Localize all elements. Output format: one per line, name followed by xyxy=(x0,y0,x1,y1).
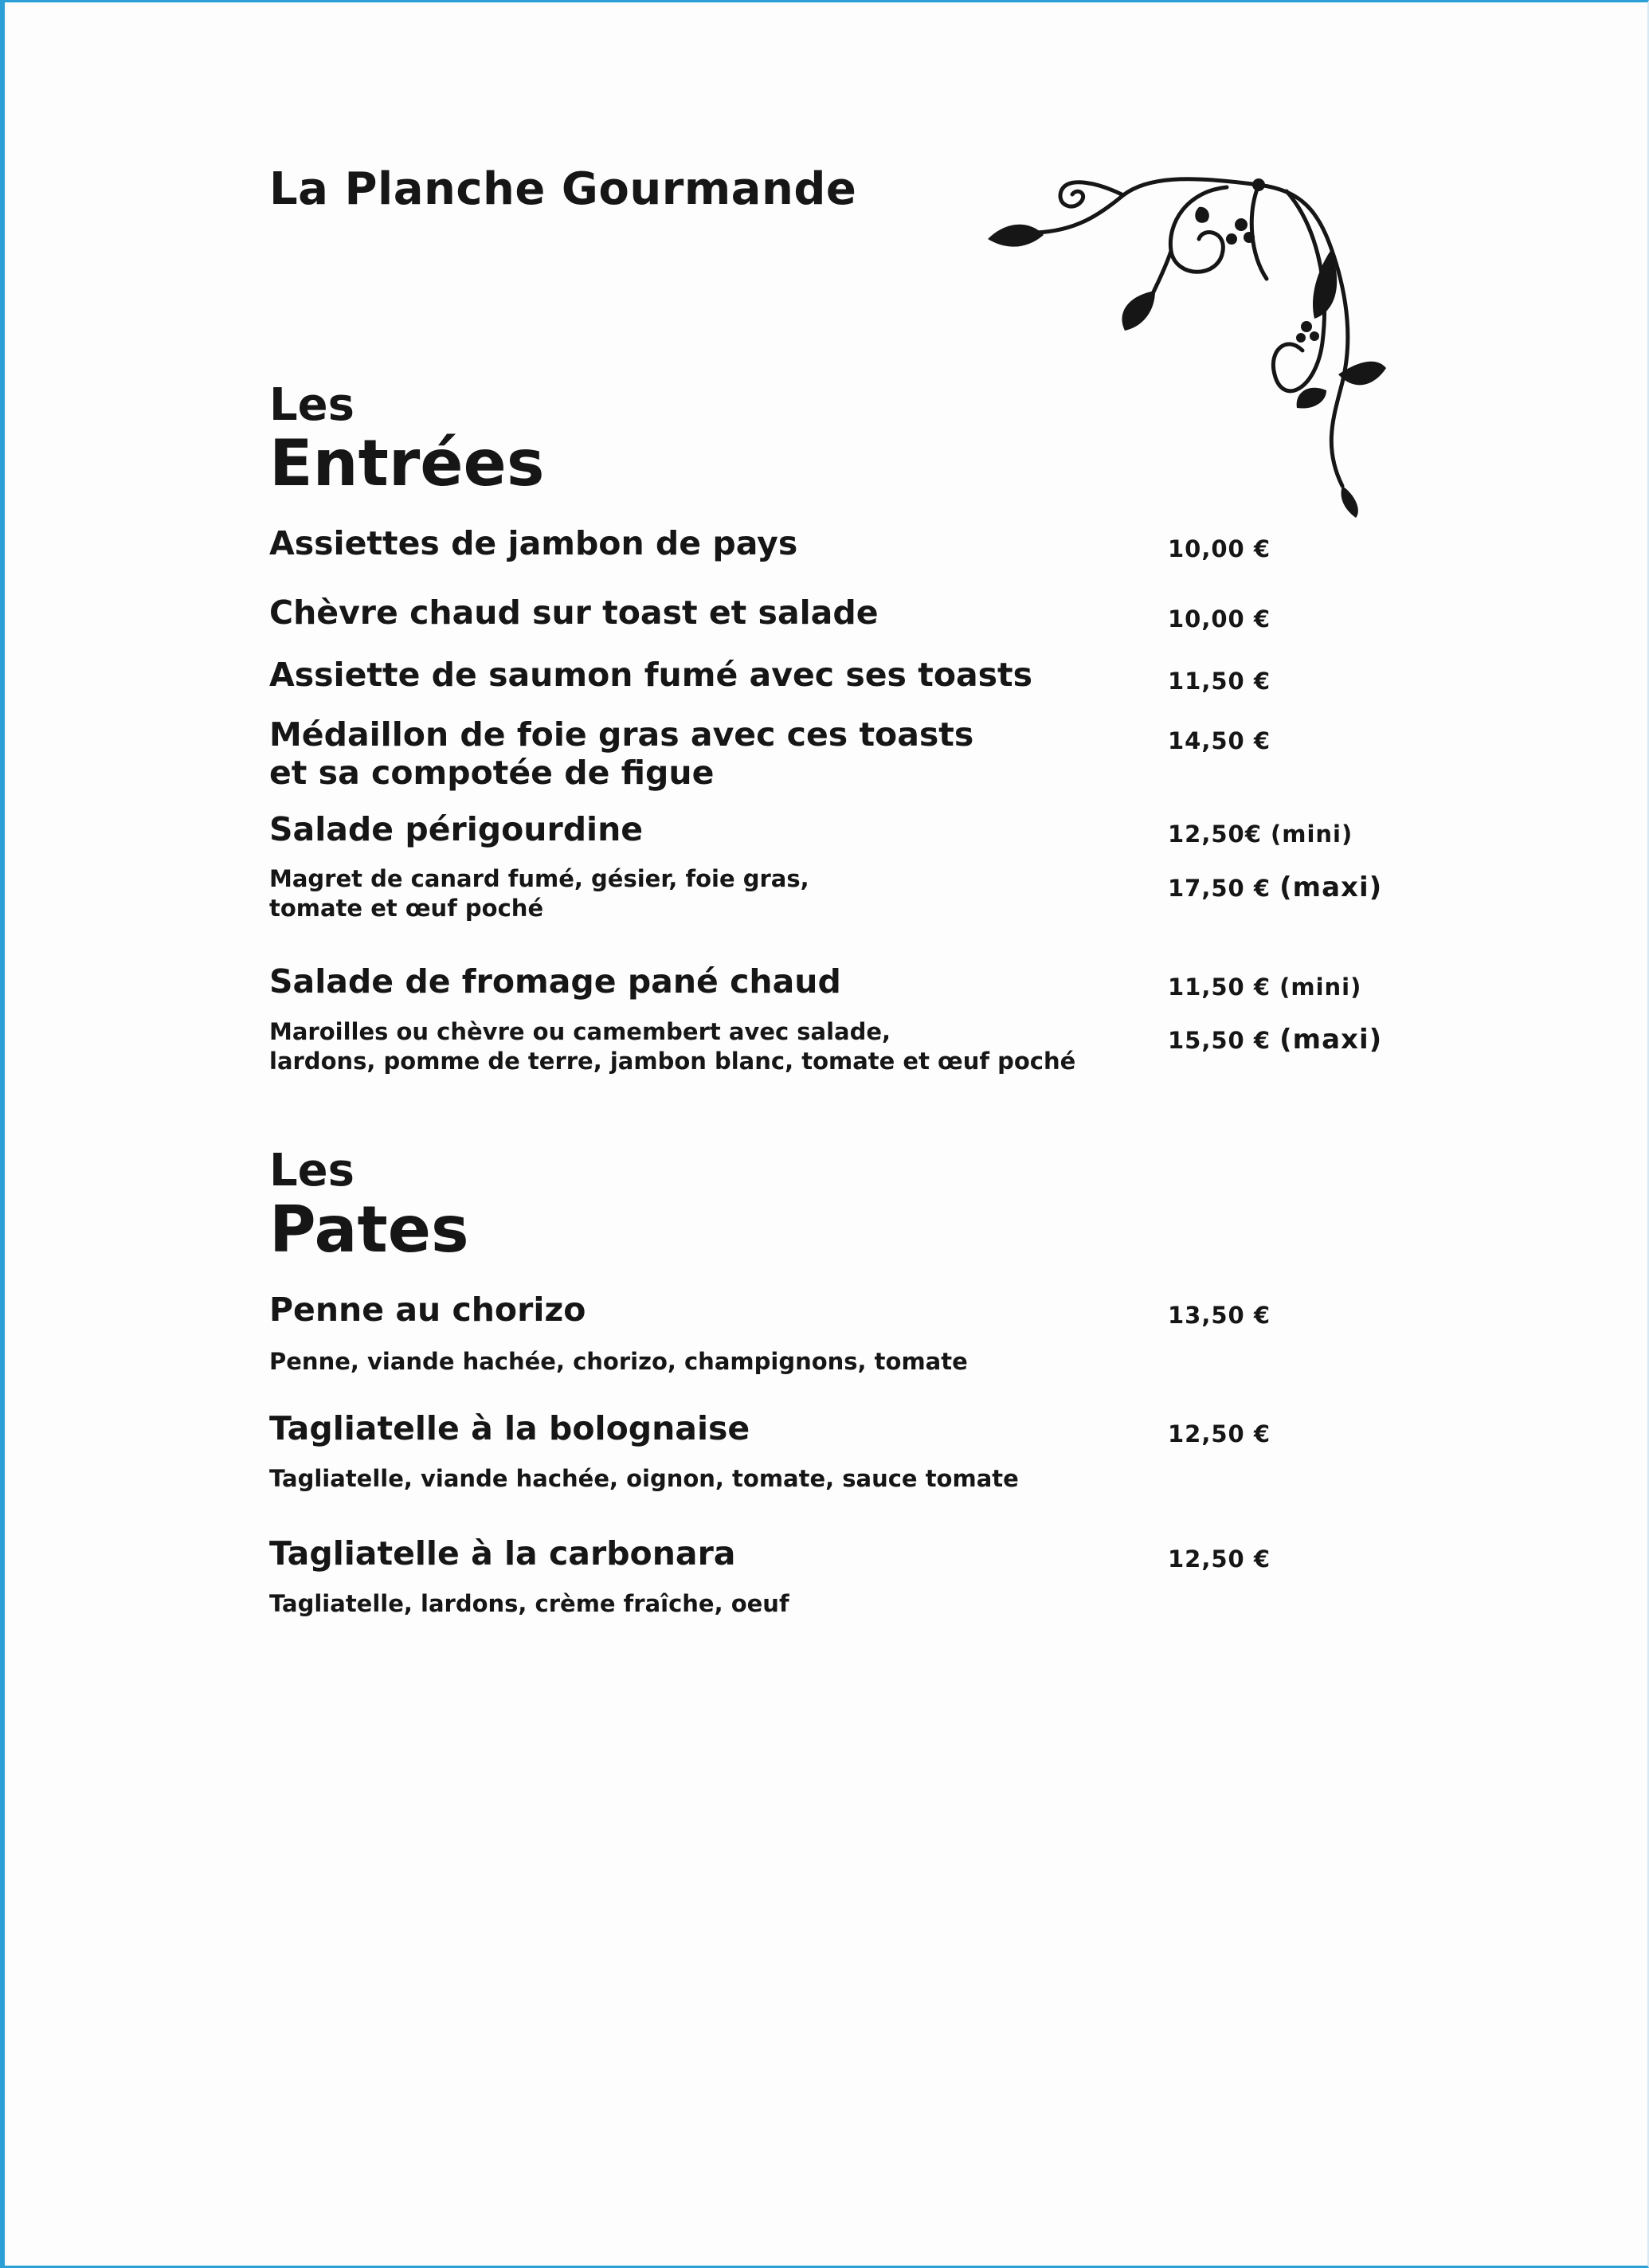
menu-item-price-maxi xyxy=(1168,872,1382,903)
menu-item-price-maxi xyxy=(1168,1024,1382,1056)
description-line: Magret de canard fumé, gésier, foie gras, xyxy=(269,865,809,892)
menu-item-price: 12,50 € xyxy=(1168,1545,1271,1573)
menu-item-description: Tagliatelle, lardons, crème fraîche, oeuf xyxy=(269,1590,789,1617)
menu-item-name: Salade de fromage pané chaud xyxy=(269,962,841,1001)
price-maxi-label: (maxi) xyxy=(1279,1024,1383,1056)
menu-item-price: 10,00 € xyxy=(1168,535,1271,562)
floral-scroll-ornament-icon xyxy=(988,159,1386,542)
pates-heading: Pates xyxy=(269,1193,469,1267)
menu-item-price-mini: 11,50 € (mini) xyxy=(1168,973,1362,1001)
menu-item-description xyxy=(269,864,809,923)
entrees-heading-small: Les xyxy=(269,379,354,431)
menu-item-description xyxy=(269,1017,1075,1076)
menu-item-price: 14,50 € xyxy=(1168,727,1271,754)
menu-item-price: 13,50 € xyxy=(1168,1302,1271,1329)
restaurant-name: La Planche Gourmande xyxy=(269,163,857,215)
pates-heading-small: Les xyxy=(269,1145,354,1197)
menu-item-name: Salade périgourdine xyxy=(269,810,644,848)
menu-item-price: 12,50 € xyxy=(1168,1420,1271,1447)
price-maxi-amount: 15,50 € xyxy=(1168,1027,1280,1054)
entrees-heading: Entrées xyxy=(269,426,545,500)
description-line: Maroilles ou chèvre ou camembert avec salade, xyxy=(269,1018,891,1045)
menu-item-description: Tagliatelle, viande hachée, oignon, tomate, sauce tomate xyxy=(269,1465,1019,1492)
menu-item-price-mini: 12,50€ (mini) xyxy=(1168,821,1353,848)
menu-item-name-line: Médaillon de foie gras avec ces toasts xyxy=(269,715,974,754)
menu-item-price: 10,00 € xyxy=(1168,605,1271,633)
menu-item-price: 11,50 € xyxy=(1168,668,1271,695)
menu-item-description: Penne, viande hachée, chorizo, champignons, tomate xyxy=(269,1348,968,1375)
menu-item-name: Tagliatelle à la bolognaise xyxy=(269,1409,750,1447)
price-maxi-amount: 17,50 € xyxy=(1168,875,1280,902)
menu-item-name xyxy=(269,715,973,792)
menu-item-name: Assiette de saumon fumé avec ses toasts xyxy=(269,656,1033,694)
description-line: lardons, pomme de terre, jambon blanc, tomate et œuf poché xyxy=(269,1048,1076,1075)
description-line: tomate et œuf poché xyxy=(269,895,544,922)
menu-item-name: Penne au chorizo xyxy=(269,1291,586,1329)
menu-item-name: Assiettes de jambon de pays xyxy=(269,524,798,562)
menu-item-name: Chèvre chaud sur toast et salade xyxy=(269,593,879,632)
price-maxi-label: (maxi) xyxy=(1279,872,1383,903)
menu-item-name-line: et sa compotée de figue xyxy=(269,754,715,792)
menu-item-name: Tagliatelle à la carbonara xyxy=(269,1534,736,1573)
